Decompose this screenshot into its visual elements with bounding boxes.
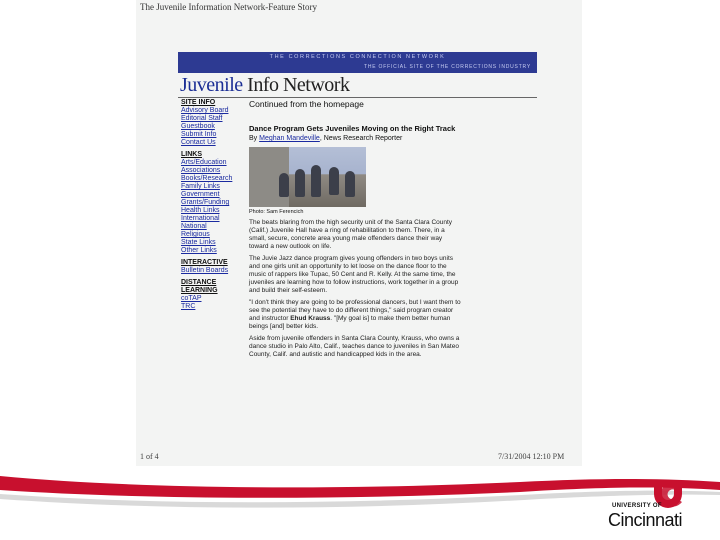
interactive-heading: INTERACTIVE: [181, 259, 228, 266]
sidebar-link-cotap[interactable]: coTAP: [181, 295, 202, 302]
site-info-group: [181, 99, 249, 147]
author-link[interactable]: Meghan Mandeville: [259, 135, 320, 142]
sidebar-link-submit-info[interactable]: Submit Info: [181, 131, 217, 138]
sidebar-link-associations[interactable]: Associations: [181, 167, 221, 174]
divider: [178, 97, 537, 98]
article-byline: [249, 134, 461, 143]
photo-figure: [295, 169, 305, 197]
sidebar-link-grants-funding[interactable]: Grants/Funding: [181, 199, 230, 206]
byline-prefix: By: [249, 135, 260, 142]
sidebar-link-government[interactable]: Government: [181, 191, 220, 198]
links-group: [181, 151, 249, 255]
quote-before: "I don't think they are going to be professional dancers, but I want them to see the potential they have to do different things," said program creator and instructor: [249, 299, 461, 322]
article-quote: [249, 299, 461, 331]
article: [249, 99, 461, 363]
sidebar-link-other-links[interactable]: Other Links: [181, 247, 217, 254]
sidebar-link-books-research[interactable]: Books/Research: [181, 175, 233, 182]
page-count: 1 of 4: [140, 452, 159, 461]
dance-photo: [249, 147, 366, 207]
byline-suffix: , News Research Reporter: [319, 135, 403, 142]
site-banner: [178, 52, 537, 73]
sidebar-link-bulletin-boards[interactable]: Bulletin Boards: [181, 267, 229, 274]
sidebar-nav: [181, 99, 249, 315]
learning-heading: LEARNING: [181, 287, 218, 294]
photo-figure: [279, 173, 289, 197]
interactive-group: [181, 259, 249, 275]
sidebar-link-international[interactable]: International: [181, 215, 220, 222]
logo-info-network: Info Network: [242, 74, 350, 96]
photo-figure: [311, 165, 321, 197]
sidebar-link-health-links[interactable]: Health Links: [181, 207, 220, 214]
sidebar-link-trc[interactable]: TRC: [181, 303, 196, 310]
logo-juvenile: Juvenile: [180, 74, 243, 96]
article-headline: Dance Program Gets Juveniles Moving on the Right Track: [249, 124, 456, 133]
distance-heading: DISTANCE: [181, 279, 217, 286]
print-timestamp: 7/31/2004 12:10 PM: [498, 452, 565, 461]
sidebar-link-guestbook[interactable]: Guestbook: [181, 123, 215, 130]
cincinnati-wordmark: Cincinnati: [608, 510, 683, 530]
photo-caption: Photo: Sam Ferencich: [249, 209, 304, 215]
quote-name: Ehud Krauss: [290, 315, 331, 322]
article-paragraph: Aside from juvenile offenders in Santa Clara County, Krauss, who owns a dance studio in Palo Alto, Calif., teaches dance to juveniles in San Mateo County, Calif. and autistic and handicapped kids in the area.: [249, 335, 460, 358]
photo-figure: [345, 171, 355, 197]
sidebar-link-religious[interactable]: Religious: [181, 231, 210, 238]
sidebar-link-arts-education[interactable]: Arts/Education: [181, 159, 227, 166]
photo-figure: [329, 167, 339, 195]
quote-after: . "[My goal is] to make them better human beings [and] better kids.: [249, 315, 451, 330]
links-heading: LINKS: [181, 151, 202, 158]
sidebar-link-editorial-staff[interactable]: Editorial Staff: [181, 115, 223, 122]
sidebar-link-family-links[interactable]: Family Links: [181, 183, 220, 190]
sidebar-link-contact-us[interactable]: Contact Us: [181, 139, 216, 146]
banner-tagline: THE OFFICIAL SITE OF THE CORRECTIONS INDUSTRY: [363, 64, 531, 70]
university-of-label: UNIVERSITY OF: [612, 503, 662, 509]
sidebar-link-state-links[interactable]: State Links: [181, 239, 216, 246]
continued-heading: Continued from the homepage: [249, 99, 364, 109]
distance-learning-group: [181, 279, 249, 311]
site-logo[interactable]: [180, 74, 380, 98]
article-paragraph: The beats blaring from the high security unit of the Santa Clara County (Calif.) Juvenile Hall have a ring of rehabilitation to them. There, in a small, secure, concrete area young male offenders dance their way toward a new outlook on life.: [249, 219, 453, 250]
article-paragraph: The Juvie Jazz dance program gives young offenders in two boys units and one girls unit an opportunity to let loose on the dance floor to the music of rappers like Tupac, 50 Cent and R. Kelly. At the same time, the juveniles are learning how to follow instructions, work together in a group and build their self-esteem.: [249, 255, 459, 294]
sidebar-link-advisory-board[interactable]: Advisory Board: [181, 107, 229, 114]
scan-header-title: The Juvenile Information Network-Feature Story: [140, 2, 317, 12]
banner-network: THE CORRECTIONS CONNECTION NETWORK: [269, 54, 446, 60]
sidebar-link-national[interactable]: National: [181, 223, 207, 230]
site-info-heading: SITE INFO: [181, 99, 216, 106]
